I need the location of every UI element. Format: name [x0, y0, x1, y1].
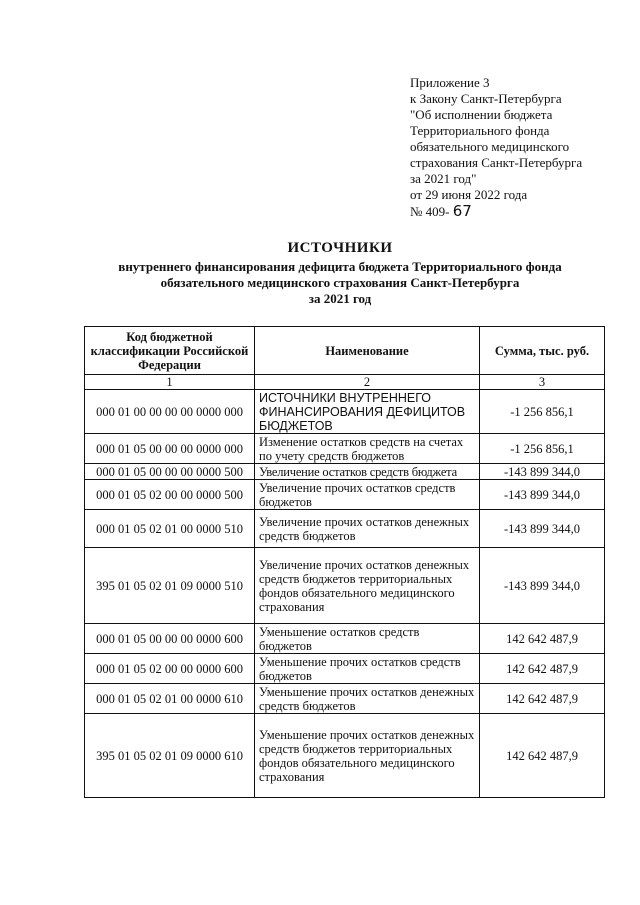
- row-amount: 142 642 487,9: [480, 714, 605, 798]
- row-amount: -1 256 856,1: [480, 390, 605, 434]
- row-name: Увеличение остатков средств бюджета: [255, 464, 480, 480]
- appendix-line: обязательного медицинского: [410, 139, 570, 154]
- sources-table: [84, 326, 605, 798]
- appendix-line: страхования Санкт-Петербурга: [410, 155, 583, 170]
- table-row: [85, 464, 605, 480]
- row-amount: 142 642 487,9: [480, 624, 605, 654]
- law-number-value: 67: [452, 202, 472, 220]
- table-row: [85, 684, 605, 714]
- table-row: [85, 714, 605, 798]
- table-row: [85, 510, 605, 548]
- row-name: Уменьшение прочих остатков денежных средств бюджетов: [255, 684, 480, 714]
- row-amount: -143 899 344,0: [480, 464, 605, 480]
- appendix-line: "Об исполнении бюджета: [410, 107, 553, 122]
- table-row: [85, 548, 605, 624]
- document-title: [60, 240, 620, 307]
- title-subtitle-line: внутреннего финансирования дефицита бюджета Территориального фонда: [118, 259, 562, 274]
- appendix-line: от 29 июня 2022 года: [410, 187, 528, 202]
- row-code: 000 01 05 02 00 00 0000 500: [85, 480, 255, 510]
- row-name: Увеличение прочих остатков средств бюджетов: [255, 480, 480, 510]
- row-code: 000 01 00 00 00 00 0000 000: [85, 390, 255, 434]
- title-subtitle-line: обязательного медицинского страхования Санкт-Петербурга: [160, 275, 520, 290]
- row-amount: -143 899 344,0: [480, 480, 605, 510]
- header-code: Код бюджетной классификации Российской Федерации: [85, 327, 255, 375]
- title-main: ИСТОЧНИКИ: [287, 240, 393, 256]
- column-number: 3: [480, 375, 605, 390]
- row-code: 000 01 05 00 00 00 0000 000: [85, 434, 255, 464]
- row-code: 395 01 05 02 01 09 0000 610: [85, 714, 255, 798]
- row-name: Уменьшение прочих остатков денежных средств бюджетов территориальных фондов обязательного медицинского страхования: [255, 714, 480, 798]
- row-code: 000 01 05 00 00 00 0000 500: [85, 464, 255, 480]
- appendix-line: Территориального фонда: [410, 123, 550, 138]
- row-amount: 142 642 487,9: [480, 684, 605, 714]
- row-code: 000 01 05 02 01 00 0000 610: [85, 684, 255, 714]
- row-code: 000 01 05 02 00 00 0000 600: [85, 654, 255, 684]
- table-row: [85, 390, 605, 434]
- column-number: 1: [85, 375, 255, 390]
- title-subtitle-line: за 2021 год: [308, 291, 372, 306]
- row-code: 000 01 05 02 01 00 0000 510: [85, 510, 255, 548]
- row-amount: 142 642 487,9: [480, 654, 605, 684]
- header-amount: Сумма, тыс. руб.: [480, 327, 605, 375]
- appendix-line: за 2021 год": [410, 171, 477, 186]
- header-name: Наименование: [255, 327, 480, 375]
- table-row: [85, 624, 605, 654]
- table-row: [85, 480, 605, 510]
- law-number-prefix: № 409-: [410, 204, 450, 219]
- appendix-line: Приложение 3: [410, 75, 490, 90]
- law-number: [410, 203, 582, 220]
- row-name: Увеличение прочих остатков денежных средств бюджетов территориальных фондов обязательного медицинского страхования: [255, 548, 480, 624]
- appendix-block: [410, 75, 582, 220]
- table-row: [85, 434, 605, 464]
- row-name: ИСТОЧНИКИ ВНУТРЕННЕГО ФИНАНСИРОВАНИЯ ДЕФИЦИТОВ БЮДЖЕТОВ: [255, 390, 480, 434]
- row-code: 000 01 05 00 00 00 0000 600: [85, 624, 255, 654]
- row-name: Уменьшение прочих остатков средств бюджетов: [255, 654, 480, 684]
- row-amount: -143 899 344,0: [480, 548, 605, 624]
- row-name: Увеличение прочих остатков денежных средств бюджетов: [255, 510, 480, 548]
- row-amount: -143 899 344,0: [480, 510, 605, 548]
- table-row: [85, 654, 605, 684]
- appendix-line: к Закону Санкт-Петербурга: [410, 91, 562, 106]
- row-code: 395 01 05 02 01 09 0000 510: [85, 548, 255, 624]
- column-number: 2: [255, 375, 480, 390]
- row-amount: -1 256 856,1: [480, 434, 605, 464]
- row-name: Изменение остатков средств на счетах по учету средств бюджетов: [255, 434, 480, 464]
- row-name: Уменьшение остатков средств бюджетов: [255, 624, 480, 654]
